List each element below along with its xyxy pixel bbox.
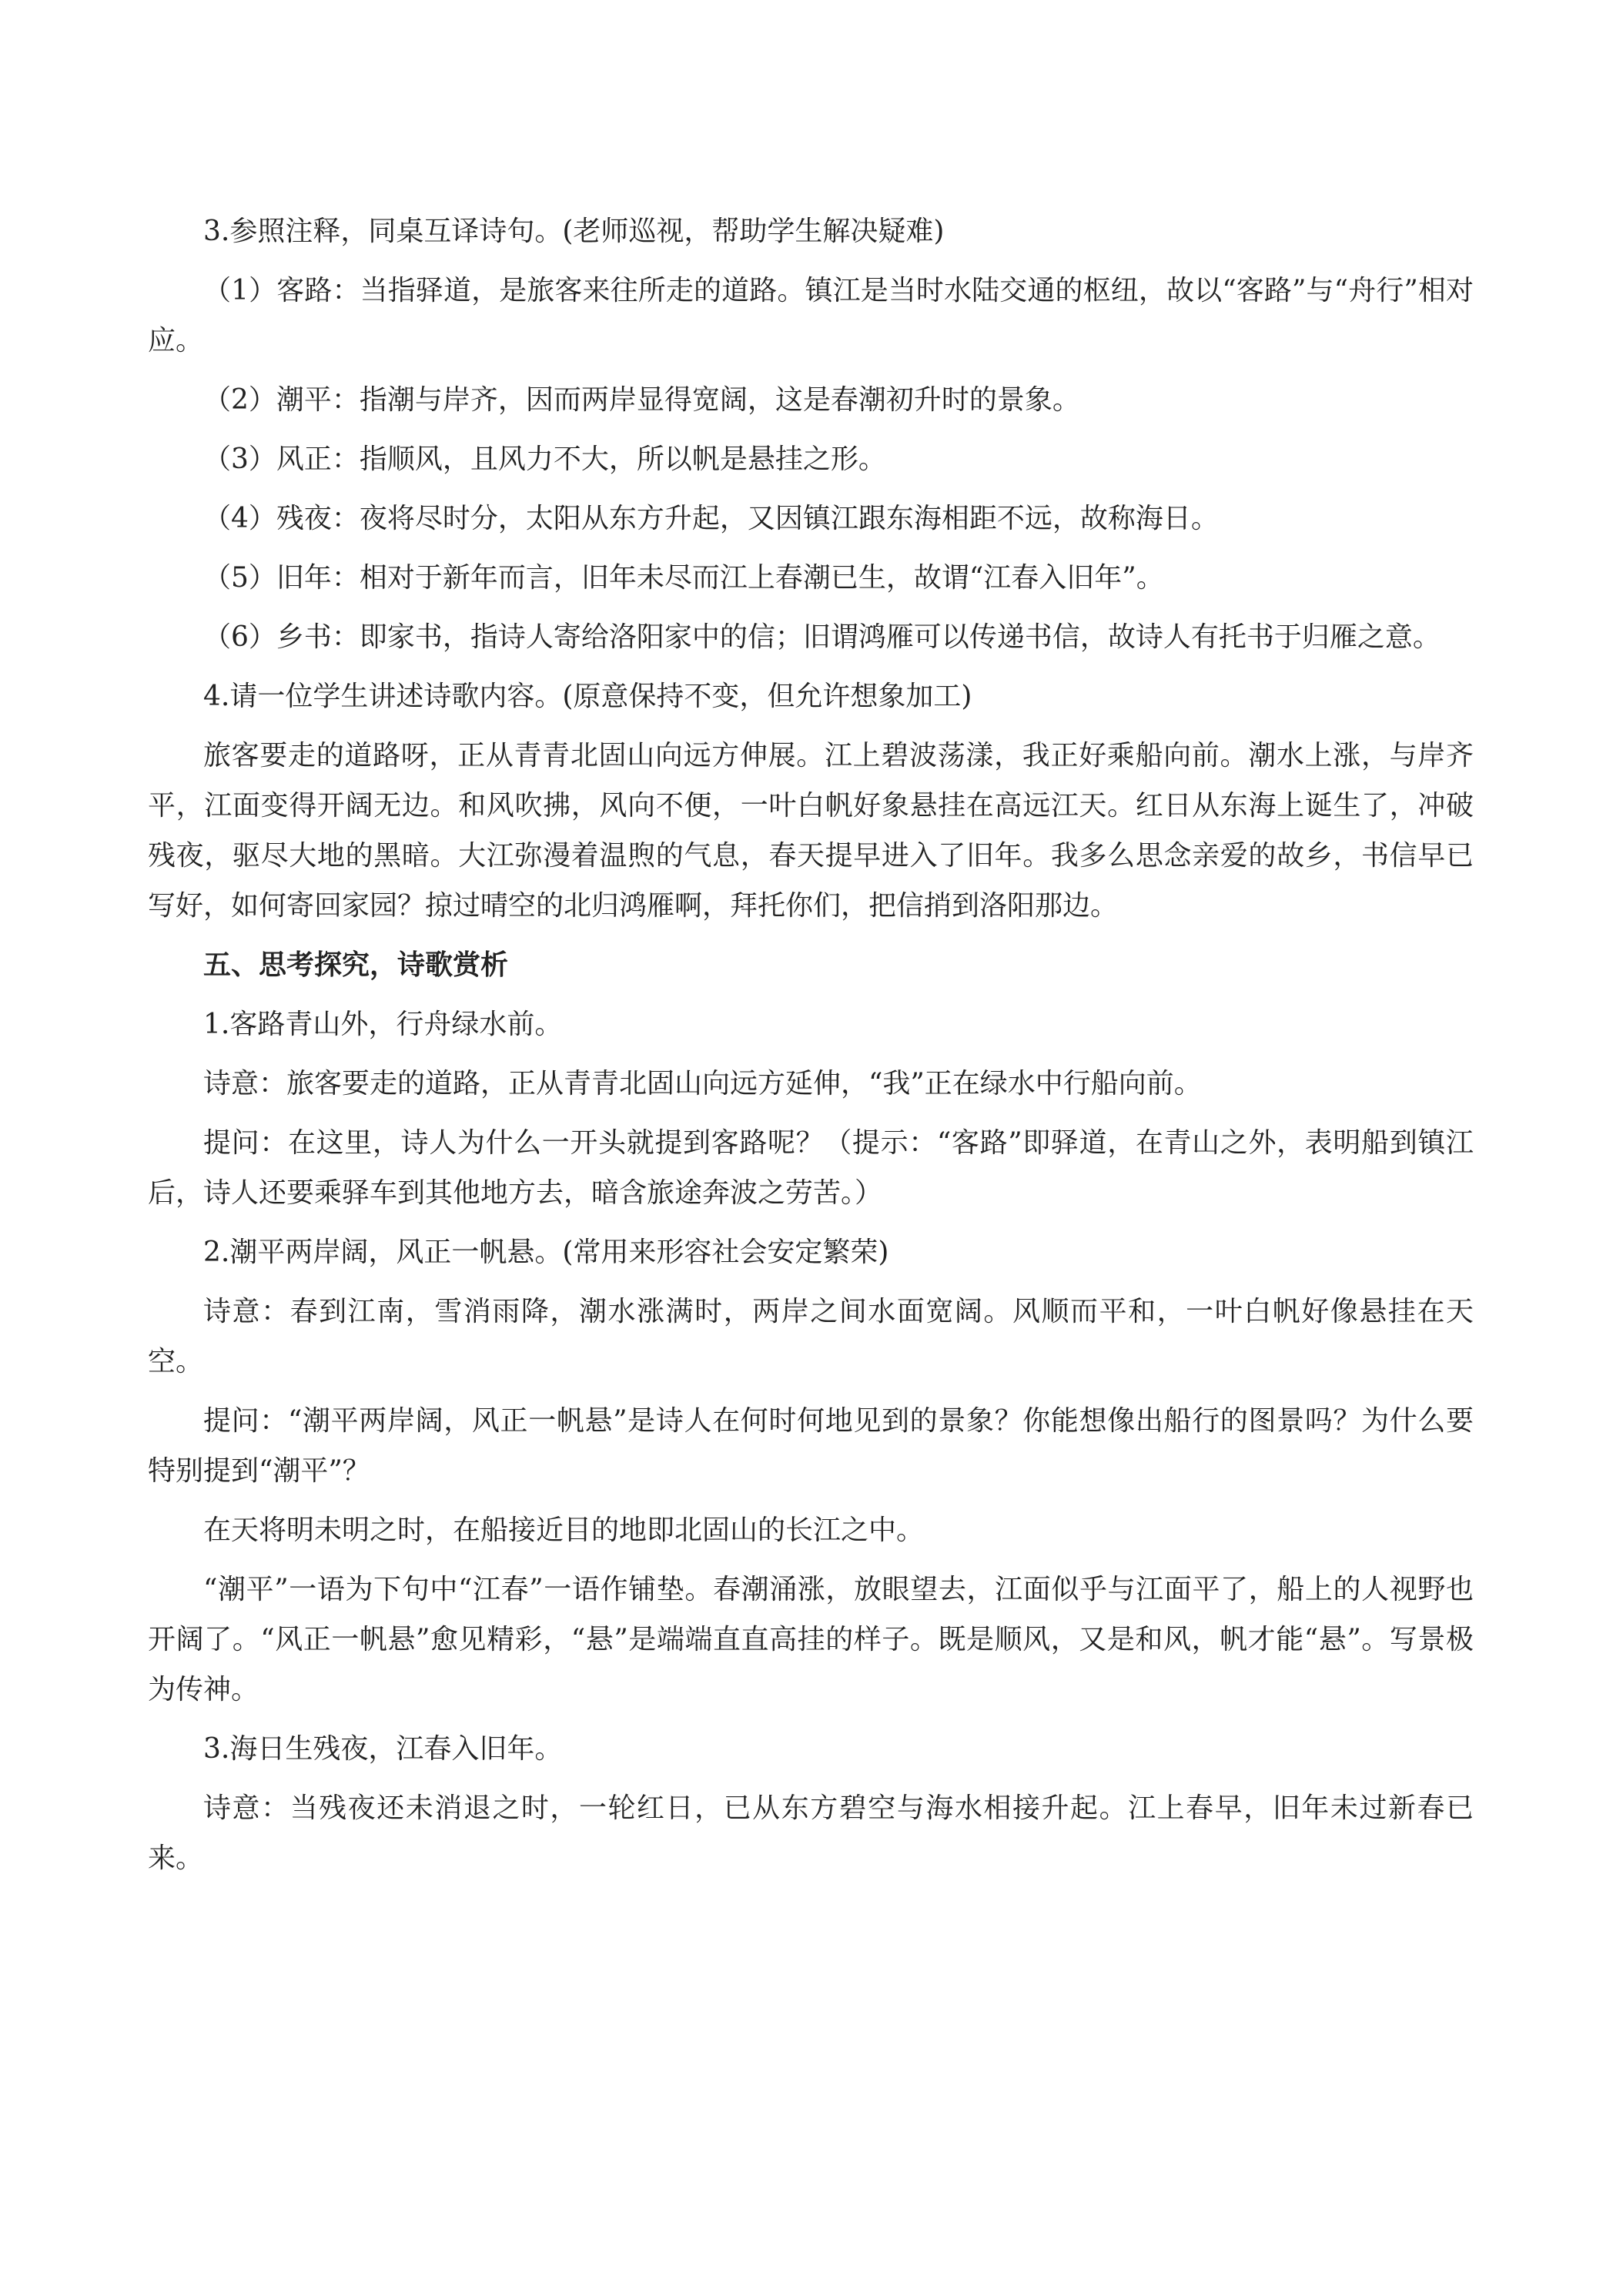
paragraph: “潮平”一语为下句中“江春”一语作铺垫。春潮涌涨，放眼望去，江面似乎与江面平了，船上的人视野也开阔了。“风正一帆悬”愈见精彩，“悬”是端端直直高挂的样子。既是顺风，又是和风，帆才能“悬”。写景极为传神。 <box>148 1574 1474 1705</box>
section-heading: 五、思考探究，诗歌赏析 <box>203 949 509 981</box>
paragraph: 2.潮平两岸阔，风正一帆悬。(常用来形容社会安定繁荣) <box>203 1237 889 1268</box>
document-body <box>148 206 1474 1893</box>
paragraph: 诗意：当残夜还未消退之时，一轮红日，已从东方碧空与海水相接升起。江上春早，旧年未过新春已来。 <box>148 1792 1474 1874</box>
paragraph: 提问：在这里，诗人为什么一开头就提到客路呢？（提示：“客路”即驿道，在青山之外，表明船到镇江后，诗人还要乘驿车到其他地方去，暗含旅途奔波之劳苦。） <box>148 1127 1474 1209</box>
paragraph: 诗意：春到江南，雪消雨降，潮水涨满时，两岸之间水面宽阔。风顺而平和，一叶白帆好像悬挂在天空。 <box>148 1296 1474 1377</box>
paragraph: （6）乡书：即家书，指诗人寄给洛阳家中的信；旧谓鸿雁可以传递书信，故诗人有托书于归雁之意。 <box>203 621 1441 653</box>
paragraph: （4）残夜：夜将尽时分，太阳从东方升起，又因镇江跟东海相距不远，故称海日。 <box>203 503 1219 534</box>
paragraph: 3.参照注释，同桌互译诗句。(老师巡视，帮助学生解决疑难) <box>203 216 945 247</box>
paragraph: （3）风正：指顺风，且风力不大，所以帆是悬挂之形。 <box>203 443 886 475</box>
paragraph: （5）旧年：相对于新年而言，旧年未尽而江上春潮已生，故谓“江春入旧年”。 <box>203 562 1164 594</box>
paragraph: 旅客要走的道路呀，正从青青北固山向远方伸展。江上碧波荡漾，我正好乘船向前。潮水上涨，与岸齐平，江面变得开阔无边。和风吹拂，风向不便，一叶白帆好象悬挂在高远江天。红日从东海上诞生了，冲破残夜，驱尽大地的黑暗。大江弥漫着温煦的气息，春天提早进入了旧年。我多么思念亲爱的故乡，书信早已写好，如何寄回家园？掠过晴空的北归鸿雁啊，拜托你们，把信捎到洛阳那边。 <box>148 740 1474 922</box>
paragraph: （1）客路：当指驿道，是旅客来往所走的道路。镇江是当时水陆交通的枢纽，故以“客路”与“舟行”相对应。 <box>148 275 1474 356</box>
paragraph: 3.海日生残夜，江春入旧年。 <box>203 1733 563 1765</box>
paragraph: 1.客路青山外，行舟绿水前。 <box>203 1009 563 1040</box>
paragraph: 诗意：旅客要走的道路，正从青青北固山向远方延伸，“我”正在绿水中行船向前。 <box>203 1068 1202 1099</box>
paragraph: 4.请一位学生讲述诗歌内容。(原意保持不变，但允许想象加工) <box>203 681 972 712</box>
paragraph: （2）潮平：指潮与岸齐，因而两岸显得宽阔，这是春潮初升时的景象。 <box>203 384 1080 416</box>
paragraph: 在天将明未明之时，在船接近目的地即北固山的长江之中。 <box>203 1514 925 1546</box>
paragraph: 提问：“潮平两岸阔，风正一帆悬”是诗人在何时何地见到的景象？你能想像出船行的图景吗？为什么要特别提到“潮平”？ <box>148 1405 1474 1487</box>
